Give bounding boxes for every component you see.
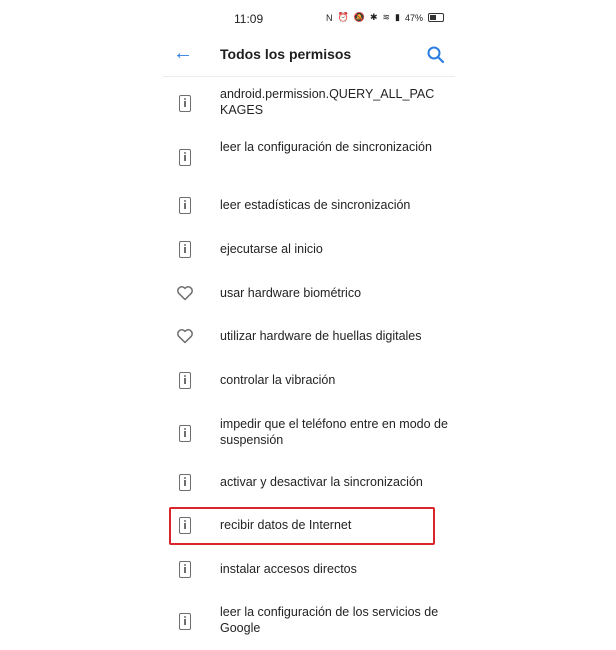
phone-info-icon [175,472,195,492]
list-item[interactable] [163,279,455,307]
page-title: Todos los permisos [220,46,352,62]
permission-label: leer estadísticas de sincronización [220,198,411,212]
phone-info-icon [175,423,195,443]
back-arrow-icon[interactable]: ← [173,42,193,64]
list-item[interactable] [163,191,455,219]
phone-info-icon [175,147,195,167]
bluetooth-icon: ✱ [369,12,378,22]
heart-icon [175,326,195,346]
status-time: 11:09 [234,12,264,26]
phone-info-icon [175,93,195,113]
list-item[interactable] [163,235,455,263]
permission-label: activar y desactivar la sincronización [220,475,423,489]
list-item[interactable] [163,83,455,123]
phone-info-icon [175,559,195,579]
permission-label: usar hardware biométrico [220,286,362,300]
phone-info-icon [175,611,195,631]
permission-label: utilizar hardware de huellas digitales [220,329,422,343]
status-bar [0,0,616,38]
list-item[interactable] [163,468,455,496]
app-bar [163,38,455,76]
nfc-icon: N [326,12,333,23]
list-item[interactable] [163,601,455,641]
status-icons [326,12,444,23]
permission-label: ejecutarse al inicio [220,242,323,256]
permission-list [163,77,455,650]
permission-label: controlar la vibración [220,373,336,387]
highlight-box [169,507,435,545]
permission-label: leer la configuración de sincronización [220,140,432,154]
list-item[interactable] [163,555,455,583]
alarm-icon: ⏰ [337,12,349,22]
heart-icon [175,283,195,303]
permission-label: impedir que el teléfono entre en modo de suspensión [220,417,448,447]
signal-icon: ▮ [395,12,400,22]
search-icon[interactable] [425,44,447,66]
phone-info-icon [175,239,195,259]
list-item[interactable] [163,366,455,394]
battery-icon [428,13,444,22]
list-item[interactable] [163,137,455,177]
permission-label: leer la configuración de los servicios de Google [220,605,439,635]
permission-label: recibir datos de Internet [220,518,352,532]
mute-icon: 🔕 [353,12,365,22]
wifi-icon: ≋ [382,12,391,22]
phone-info-icon [175,195,195,215]
list-item[interactable] [163,413,455,453]
phone-info-icon [175,370,195,390]
permission-label: instalar accesos directos [220,562,357,576]
permission-label: android.permission.QUERY_ALL_PAC KAGES [220,87,435,117]
list-item[interactable] [163,322,455,350]
battery-percent: 47% [404,12,423,23]
